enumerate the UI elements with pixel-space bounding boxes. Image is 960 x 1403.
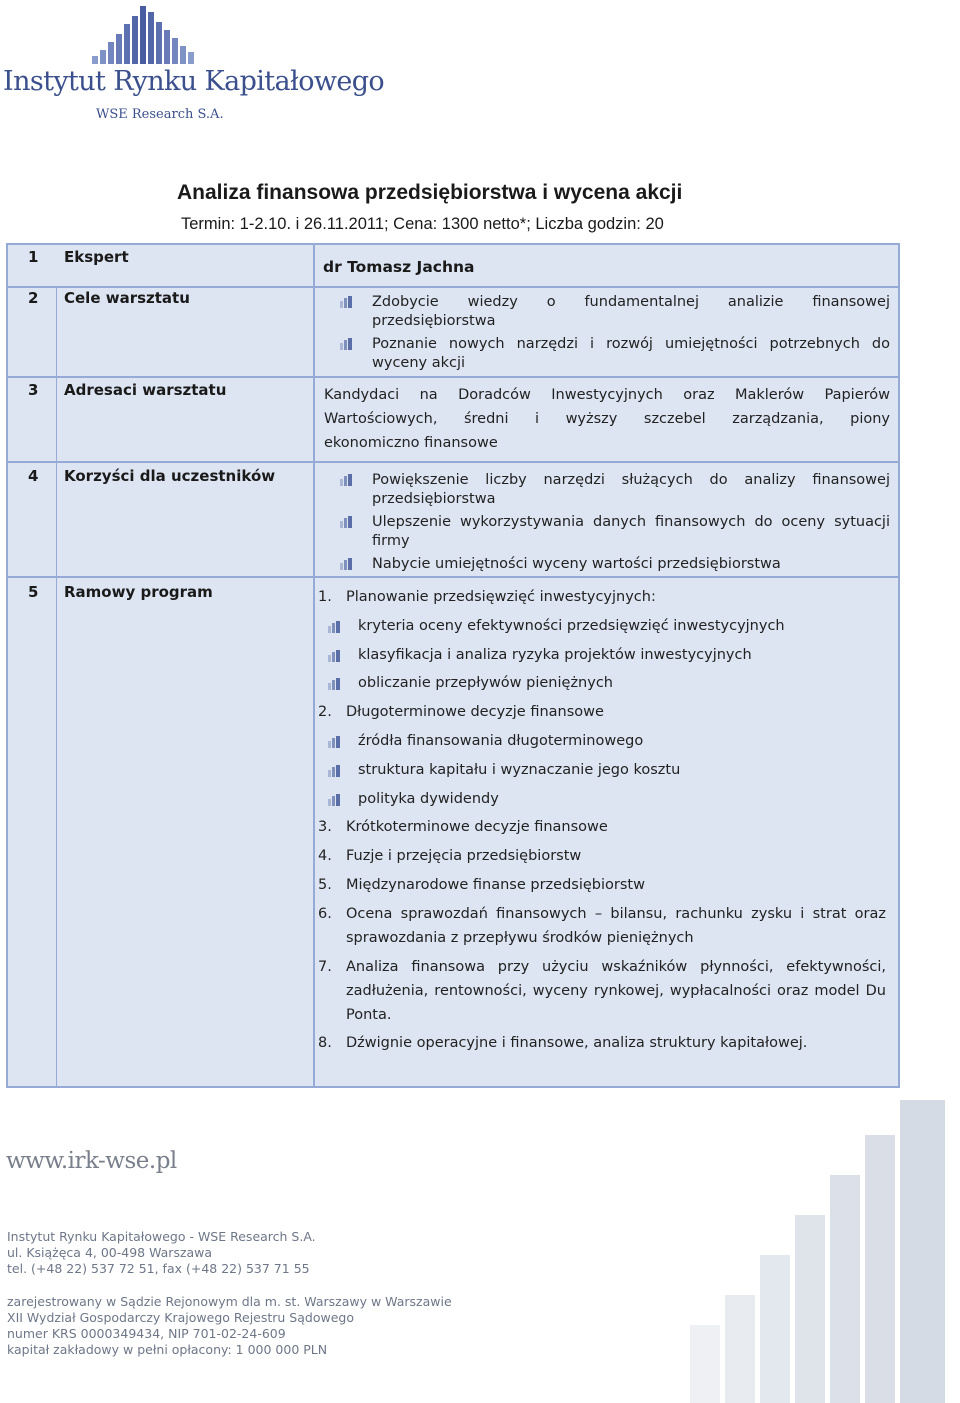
goals-list [324, 293, 890, 377]
list-item: kryteria oceny efektywności przedsięwzięć inwestycyjnych [318, 614, 892, 638]
program-item: 3. Krótkoterminowe decyzje finansowe [318, 819, 608, 836]
column-divider [313, 245, 315, 1086]
row-label-benefits: 4 Korzyści dla uczestników [28, 467, 276, 485]
program-list [318, 585, 892, 1060]
row-label-audience: 3 Adresaci warsztatu [28, 381, 227, 399]
bullet-icon [340, 338, 353, 351]
list-item: Ulepszenie wykorzystywania danych finansowych do oceny sytuacji firmy [324, 513, 890, 551]
program-item: 5. Międzynarodowe finanse przedsiębiorstw [318, 876, 645, 893]
list-item: struktura kapitału i wyznaczanie jego kosztu [318, 758, 892, 782]
row-label-program: 5 Ramowy program [28, 583, 213, 601]
bullet-icon [328, 678, 341, 691]
logo-name: Instytut Rynku Kapitałowego [3, 66, 385, 97]
bullet-icon [340, 516, 353, 529]
expert-name: dr Tomasz Jachna [323, 258, 475, 276]
bullet-icon [328, 736, 341, 749]
benefits-list [324, 471, 890, 578]
row-divider [8, 461, 898, 463]
footer-legal-line: kapitał zakładowy w pełni opłacony: 1 000 000 PLN [7, 1342, 328, 1357]
company-logo [0, 0, 385, 130]
audience-line: Wartościowych, średni i wyższy szczebel zarządzania, piony [324, 411, 890, 427]
footer-legal-line: zarejestrowany w Sądzie Rejonowym dla m. st. Warszawy w Warszawie [7, 1294, 452, 1309]
list-item: Poznanie nowych narzędzi i rozwój umiejętności potrzebnych do wyceny akcji [324, 335, 890, 373]
bullet-icon [340, 296, 353, 309]
footer-address-line: ul. Książęca 4, 00-498 Warszawa [7, 1245, 213, 1260]
logo-bars-icon [92, 4, 222, 64]
number-column-divider [56, 286, 57, 1086]
bullet-icon [340, 558, 353, 571]
bullet-icon [328, 794, 341, 807]
footer-address-line: Instytut Rynku Kapitałowego - WSE Research S.A. [7, 1229, 316, 1244]
list-item: Powiększenie liczby narzędzi służących do analizy finansowej przedsiębiorstwa [324, 471, 890, 509]
footer-legal-line: numer KRS 0000349434, NIP 701-02-24-609 [7, 1326, 286, 1341]
bullet-icon [328, 621, 341, 634]
workshop-table [6, 243, 900, 1088]
bullet-icon [328, 650, 341, 663]
bullet-icon [340, 474, 353, 487]
footer-legal-line: XII Wydział Gospodarczy Krajowego Rejestru Sądowego [7, 1310, 354, 1325]
list-item: klasyfikacja i analiza ryzyka projektów inwestycyjnych [318, 643, 892, 667]
page-title: Analiza finansowa przedsiębiorstwa i wycena akcji [177, 181, 683, 204]
program-item: 1. Planowanie przedsięwzięć inwestycyjnych: [318, 589, 656, 605]
bullet-icon [328, 765, 341, 778]
list-item: Zdobycie wiedzy o fundamentalnej analizie finansowej przedsiębiorstwa [324, 293, 890, 331]
row-divider [8, 286, 898, 288]
program-item: 8. Dźwignie operacyjne i finansowe, analiza struktury kapitałowej. [318, 1035, 808, 1052]
list-item: obliczanie przepływów pieniężnych [318, 671, 892, 695]
list-item: polityka dywidendy [318, 787, 892, 811]
website-link[interactable]: www.irk-wse.pl [6, 1148, 177, 1174]
logo-subtitle: WSE Research S.A. [96, 107, 224, 122]
page-subtitle: Termin: 1-2.10. i 26.11.2011; Cena: 1300 netto*; Liczba godzin: 20 [181, 215, 664, 233]
list-item: źródła finansowania długoterminowego [318, 729, 892, 753]
list-item: Nabycie umiejętności wyceny wartości przedsiębiorstwa [324, 555, 890, 574]
program-item: 2. Długoterminowe decyzje finansowe [318, 704, 604, 721]
row-label-expert: 1 Ekspert [28, 248, 129, 266]
audience-text [324, 383, 890, 455]
program-item: 4. Fuzje i przejęcia przedsiębiorstw [318, 848, 582, 865]
program-item: 6. Ocena sprawozdań finansowych – bilansu, rachunku zysku i strat oraz sprawozdania z przepływu środków pieniężnych [318, 905, 886, 946]
audience-line: ekonomiczno finansowe [324, 435, 498, 451]
footer-address-line: tel. (+48 22) 537 72 51, fax (+48 22) 537 71 55 [7, 1261, 310, 1276]
footer-building-graphic [680, 1095, 960, 1403]
program-item: 7. Analiza finansowa przy użyciu wskaźników płynności, efektywności, zadłużenia, rentowności, wyceny rynkowej, wypłacalności oraz model Du Ponta. [318, 958, 886, 1023]
audience-line: Kandydaci na Doradców Inwestycyjnych oraz Maklerów Papierów [324, 387, 890, 403]
row-label-goals: 2 Cele warsztatu [28, 289, 190, 307]
